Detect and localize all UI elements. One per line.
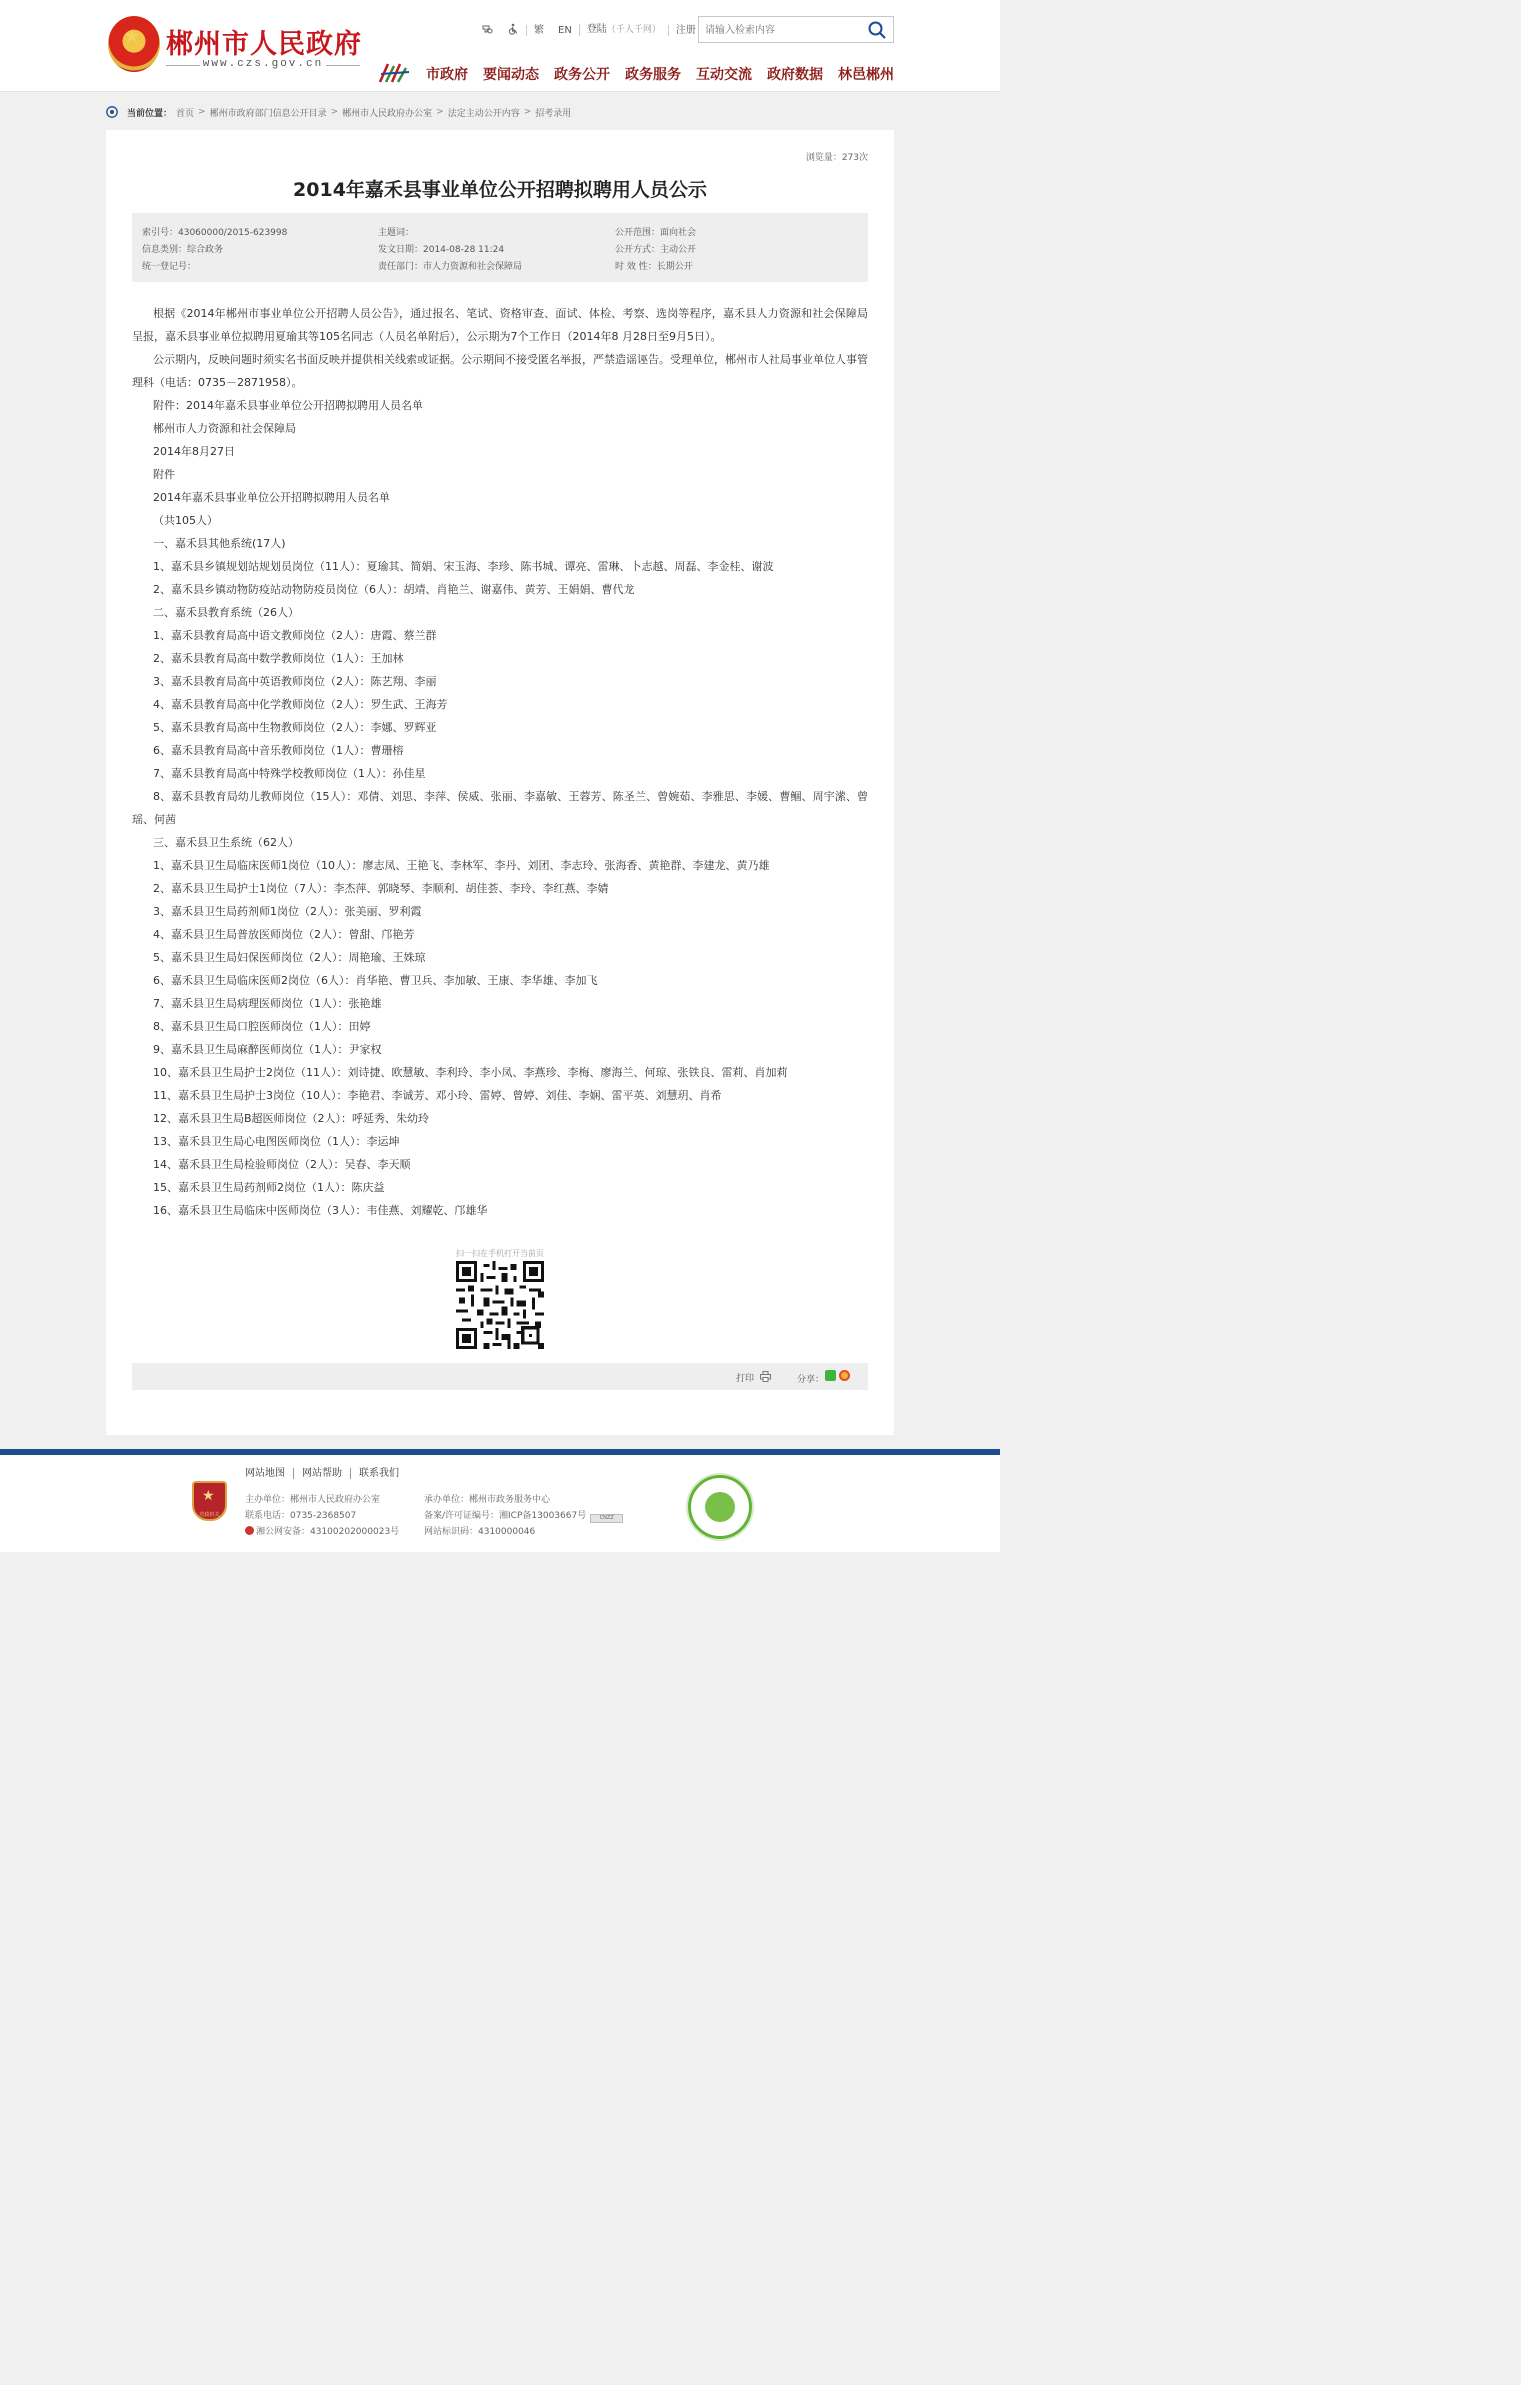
share-label: 分享：: [797, 1375, 825, 1385]
meta-reg-no: 统一登记号：: [142, 262, 197, 272]
list-item: 3、嘉禾县教育局高中英语教师岗位（2人）：陈艺翔、李丽: [153, 675, 437, 688]
nav-item-gov-disclosure[interactable]: 政务公开: [554, 67, 610, 83]
list-item: 4、嘉禾县教育局高中化学教师岗位（2人）：罗生武、王海芳: [153, 698, 448, 711]
search-box: [698, 16, 894, 43]
footer-phone: 联系电话：0735-2368507: [245, 1511, 357, 1521]
breadcrumb-separator: >: [198, 107, 206, 117]
list-item: 1、嘉禾县乡镇规划站规划员岗位（11人）：夏瑜其、简娟、宋玉海、李珍、陈书城、谭亮、雷琳、卜志越、周磊、李金桂、谢波: [153, 560, 774, 573]
cnzz-badge[interactable]: CNZZ: [590, 1514, 623, 1523]
breadcrumb-separator: >: [436, 107, 444, 117]
breadcrumb: [106, 104, 571, 120]
article-toolbar: [132, 1363, 868, 1390]
footer-link-contact[interactable]: 联系我们: [350, 1468, 407, 1479]
accessibility-eye-icon[interactable]: [474, 23, 500, 38]
meta-method: 公开方式：主动公开: [615, 245, 697, 255]
meta-validity: 时 效 性：长期公开: [615, 262, 693, 272]
list-item: 4、嘉禾县卫生局普放医师岗位（2人）：曾甜、邝艳芳: [153, 928, 415, 941]
civilization-badge-icon[interactable]: [688, 1475, 752, 1539]
list-item: 5、嘉禾县卫生局妇保医师岗位（2人）：周艳瑜、王姝琼: [153, 951, 426, 964]
login-sub: （千人千网）: [606, 25, 661, 35]
paragraph: 2014年嘉禾县事业单位公开招聘拟聘用人员名单: [153, 491, 390, 504]
shield-text: 党政机关: [199, 1512, 220, 1518]
nav-item-interaction[interactable]: 互动交流: [696, 67, 752, 83]
footer-link-sitemap[interactable]: 网站地图: [245, 1468, 285, 1479]
breadcrumb-item-home[interactable]: 首页: [176, 108, 195, 119]
footer-police-text[interactable]: 湘公网安备：43100202000023号: [256, 1527, 400, 1537]
list-item: 15、嘉禾县卫生局药剂师2岗位（1人）：陈庆益: [153, 1181, 385, 1194]
english-link[interactable]: EN: [558, 24, 572, 36]
section-heading: 三、嘉禾县卫生系统（62人）: [153, 836, 299, 849]
footer-operator: 承办单位：郴州市政务服务中心: [424, 1495, 551, 1505]
breadcrumb-item-office[interactable]: 郴州市人民政府办公室: [342, 108, 433, 119]
nav-item-linyi-chenzhou[interactable]: 林邑郴州: [838, 67, 894, 83]
paragraph: 根据《2014年郴州市事业单位公开招聘人员公告》，通过报名、笔试、资格审查、面试、体检、考察、选岗等程序，嘉禾县人力资源和社会保障局呈报，嘉禾县事业单位拟聘用夏瑜其等105名同志（人员名单附后），公示期为7个工作日（2014年8 月28日至9月5日）。: [132, 307, 868, 343]
location-pin-icon: [106, 106, 118, 118]
article-meta: [132, 213, 868, 282]
register-link[interactable]: 注册: [668, 25, 703, 36]
footer-host: 主办单位：郴州市人民政府办公室: [245, 1495, 381, 1505]
footer-police: [245, 1524, 399, 1537]
meta-date: 发文日期：2014-08-28 11:24: [378, 245, 505, 255]
paragraph: 2014年8月27日: [153, 445, 235, 458]
list-item: 13、嘉禾县卫生局心电图医师岗位（1人）：李运坤: [153, 1135, 400, 1148]
list-item: 14、嘉禾县卫生局检验师岗位（2人）：吴春、李天顺: [153, 1158, 411, 1171]
shield-emblem-icon: ★: [202, 1488, 215, 1504]
section-heading: 二、嘉禾县教育系统（26人）: [153, 606, 299, 619]
footer-link-help[interactable]: 网站帮助: [293, 1468, 350, 1479]
breadcrumb-label: 当前位置：: [127, 108, 173, 119]
search-input[interactable]: [705, 22, 855, 38]
list-item: 6、嘉禾县卫生局临床医师2岗位（6人）：肖华艳、曹卫兵、李加敏、王康、李华雄、李加飞: [153, 974, 598, 987]
traditional-chinese-link[interactable]: 繁: [526, 25, 551, 36]
paragraph: 郴州市人力资源和社会保障局: [153, 422, 296, 435]
list-item: 8、嘉禾县教育局幼儿教师岗位（15人）：邓倩、刘思、李萍、侯威、张丽、李嘉敏、王蓉芳、陈圣兰、曾婉茹、李雅思、李媛、曹鲴、周宇潆、曾瑶、何茜: [132, 790, 868, 826]
list-item: 9、嘉禾县卫生局麻醉医师岗位（1人）：尹家权: [153, 1043, 382, 1056]
list-item: 5、嘉禾县教育局高中生物教师岗位（2人）：李娜、罗辉亚: [153, 721, 437, 734]
nav-item-gov-services[interactable]: 政务服务: [625, 67, 681, 83]
meta-index-no: 索引号：43060000/2015-623998: [142, 228, 288, 238]
footer-icp-text[interactable]: 备案/许可证编号：湘ICP备13003667号: [424, 1511, 587, 1521]
national-emblem-icon: ★: [108, 16, 160, 72]
wechat-icon[interactable]: [825, 1370, 836, 1381]
section-heading: 一、嘉禾县其他系统(17人): [153, 537, 286, 550]
list-item: 3、嘉禾县卫生局药剂师1岗位（2人）：张美丽、罗利霞: [153, 905, 422, 918]
article-title: 2014年嘉禾县事业单位公开招聘拟聘用人员公示: [293, 179, 707, 201]
site-footer: [0, 1455, 1000, 1552]
list-item: 6、嘉禾县教育局高中音乐教师岗位（1人）：曹珊榕: [153, 744, 404, 757]
top-links: [474, 22, 703, 38]
site-url: www.czs.gov.cn: [166, 58, 360, 70]
printer-icon[interactable]: [760, 1371, 771, 1382]
list-item: 10、嘉禾县卫生局护士2岗位（11人）：刘诗捷、欧慧敏、李利玲、李小凤、李燕珍、李梅、廖海兰、何琼、张铁良、雷莉、肖加莉: [153, 1066, 788, 1079]
footer-links: [245, 1468, 407, 1479]
breadcrumb-separator: >: [523, 107, 532, 117]
list-item: 7、嘉禾县教育局高中特殊学校教师岗位（1人）：孙佳星: [153, 767, 426, 780]
list-item: 1、嘉禾县教育局高中语文教师岗位（2人）：唐霞、蔡兰群: [153, 629, 437, 642]
list-item: 16、嘉禾县卫生局临床中医师岗位（3人）：韦佳燕、刘耀乾、邝雄华: [153, 1204, 488, 1217]
print-button[interactable]: 打印: [736, 1374, 755, 1384]
breadcrumb-separator: >: [330, 107, 339, 117]
list-item: 2、嘉禾县教育局高中数学教师岗位（1人）：王加林: [153, 652, 404, 665]
breadcrumb-item-statutory[interactable]: 法定主动公开内容: [447, 108, 520, 119]
article-content: [132, 302, 868, 1222]
paragraph: 附件: [153, 468, 175, 481]
qr-code-icon: [456, 1261, 544, 1349]
wheelchair-icon[interactable]: [500, 23, 526, 38]
list-item: 7、嘉禾县卫生局病理医师岗位（1人）：张艳雄: [153, 997, 382, 1010]
paragraph: 公示期内，反映问题时须实名书面反映并提供相关线索或证据。公示期间不接受匿名举报，严禁造谣诬告。受理单位，郴州市人社局事业单位人事管理科（电话：0735－2871958）。: [132, 353, 868, 389]
view-count: 浏览量：273次: [805, 153, 868, 163]
police-badge-icon: [245, 1526, 254, 1535]
footer-icp: [424, 1508, 623, 1523]
weibo-icon[interactable]: [839, 1370, 850, 1381]
party-gov-shield-icon[interactable]: [192, 1481, 227, 1521]
article-card: [106, 130, 894, 1435]
login-label: 登陆: [586, 24, 607, 35]
list-item: 12、嘉禾县卫生局B超医师岗位（2人）：呼延秀、朱幼玲: [153, 1112, 430, 1125]
breadcrumb-item-directory[interactable]: 郴州市政府部门信息公开目录: [209, 108, 327, 119]
site-title[interactable]: 郴州市人民政府: [166, 29, 362, 60]
list-item: 2、嘉禾县乡镇动物防疫站动物防疫员岗位（6人）：胡靖、肖艳兰、谢嘉伟、黄芳、王娟娟、曹代龙: [153, 583, 635, 596]
list-item: 8、嘉禾县卫生局口腔医师岗位（1人）：田婷: [153, 1020, 371, 1033]
login-link[interactable]: [579, 24, 668, 36]
list-item: 1、嘉禾县卫生局临床医师1岗位（10人）：廖志凤、王艳飞、李林军、李丹、刘团、李志玲、张海香、黄艳群、李建龙、黄乃雄: [153, 859, 770, 872]
list-item: 11、嘉禾县卫生局护士3岗位（10人）：李艳君、李诚芳、邓小玲、雷婷、曾婷、刘佳、李娴、雷平英、刘慧玥、肖希: [153, 1089, 722, 1102]
qr-label: 扫一扫在手机打开当前页: [456, 1249, 544, 1258]
site-header: [0, 0, 1000, 92]
badge-leaf-icon: [705, 1492, 735, 1522]
meta-dept: 责任部门：市人力资源和社会保障局: [378, 262, 523, 272]
nav-item-gov-data[interactable]: 政府数据: [767, 67, 823, 83]
list-item: 2、嘉禾县卫生局护士1岗位（7人）：李杰萍、郭晓琴、李顺利、胡佳荟、李玲、李红燕、李婧: [153, 882, 609, 895]
search-icon[interactable]: [867, 20, 887, 40]
footer-site-code: 网站标识码：4310000046: [424, 1527, 536, 1537]
city-logo-icon: [378, 60, 412, 86]
main-nav: [426, 64, 909, 84]
meta-category: 信息类别：综合政务: [142, 245, 224, 255]
meta-subject: 主题词：: [378, 228, 415, 238]
breadcrumb-item-recruitment[interactable]: 招考录用: [535, 108, 572, 119]
paragraph: 附件：2014年嘉禾县事业单位公开招聘拟聘用人员名单: [153, 399, 423, 412]
nav-item-news[interactable]: 要闻动态: [483, 67, 539, 83]
nav-item-city-government[interactable]: 市政府: [426, 67, 468, 83]
paragraph: （共105人）: [153, 514, 218, 527]
meta-scope: 公开范围：面向社会: [615, 228, 697, 238]
